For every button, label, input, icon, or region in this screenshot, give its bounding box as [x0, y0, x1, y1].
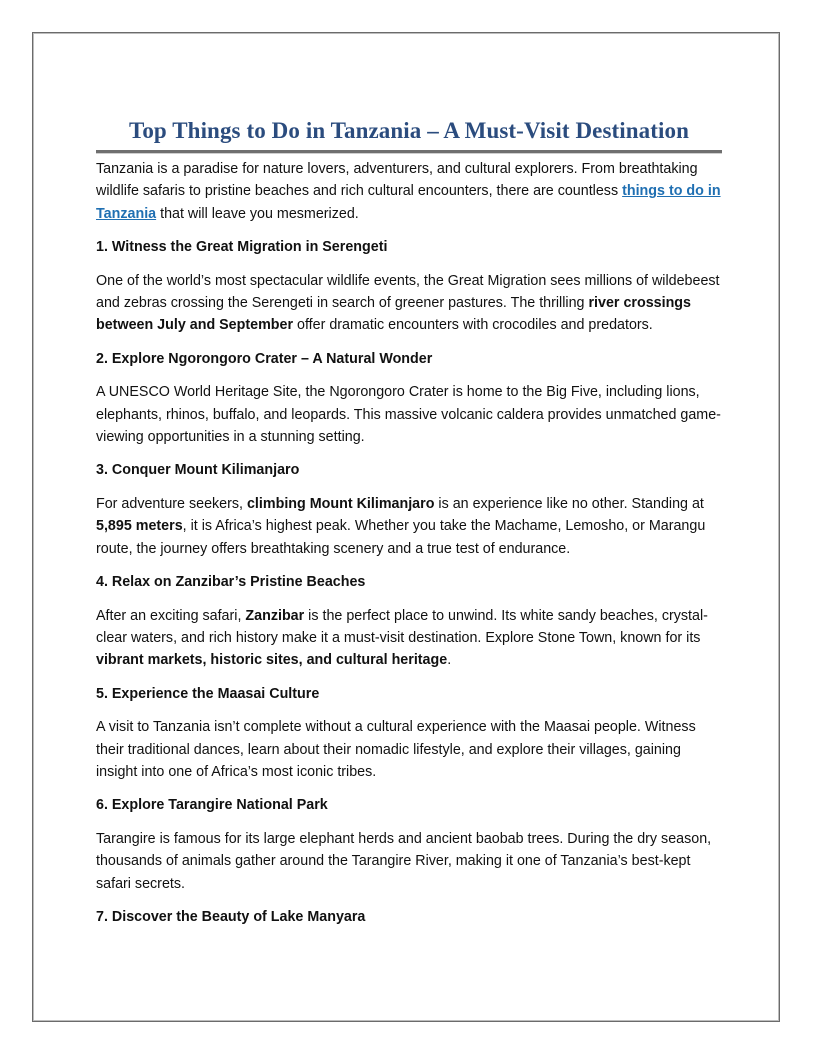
section-body-3 [96, 493, 722, 560]
section-1-text-end: offer dramatic encounters with crocodiles and predators. [293, 317, 653, 334]
document-content [96, 118, 722, 939]
section-4-bold-2: vibrant markets, historic sites, and cultural heritage [96, 652, 448, 669]
title-divider [96, 150, 722, 154]
section-4-text: After an exciting safari, [96, 607, 246, 624]
section-body-4 [96, 605, 722, 672]
section-heading-1: 1. Witness the Great Migration in Serengeti [96, 239, 388, 256]
section-1-bold: river crossings between July and September [96, 295, 691, 334]
section-4-text-mid: is the perfect place to unwind. Its white sandy beaches, crystal-clear waters, and rich history make it a must-visit destination. Explore Stone Town, known for its [96, 607, 708, 646]
section-heading-3: 3. Conquer Mount Kilimanjaro [96, 462, 300, 479]
section-3-text: For adventure seekers, [96, 495, 247, 512]
section-3-bold-1: climbing Mount Kilimanjaro [246, 495, 435, 512]
section-body-5 [96, 716, 722, 783]
section-1-text: One of the world’s most spectacular wildlife events, the Great Migration sees millions of wildebeest and zebras crossing the Serengeti in search of greener pastures. The thrilling [96, 272, 720, 312]
intro-paragraph [96, 158, 722, 225]
intro-text-start: Tanzania is a paradise for nature lovers, adventurers, and cultural explorers. From breathtaking wildlife safaris to pristine beaches and rich cultural encounters, there are countless [96, 161, 698, 200]
section-2-text: A UNESCO World Heritage Site, the Ngorongoro Crater is home to the Big Five, including lions, elephants, rhinos, buffalo, and leopards. This massive volcanic caldera provides unmatched game-viewing opportunities in a stunning setting. [96, 384, 721, 446]
section-heading-4: 4. Relax on Zanzibar’s Pristine Beaches [96, 574, 366, 591]
section-body-2 [96, 381, 722, 448]
section-heading-2: 2. Explore Ngorongoro Crater – A Natural Wonder [96, 350, 433, 367]
section-heading-6: 6. Explore Tarangire National Park [96, 797, 328, 814]
section-body-6 [96, 828, 722, 895]
section-4-bold-1: Zanzibar [245, 607, 305, 624]
section-4-text-end: . [447, 652, 452, 669]
section-5-text: A visit to Tanzania isn’t complete without a cultural experience with the Maasai people. Witness their traditional dances, learn about their nomadic lifestyle, and explore their villages, gaining insight into one of Africa’s most iconic tribes. [96, 719, 696, 780]
page-title: Top Things to Do in Tanzania – A Must-Visit Destination [128, 118, 689, 143]
section-3-text-end: , it is Africa’s highest peak. Whether you take the Machame, Lemosho, or Marangu route, the journey offers breathtaking scenery and a true test of endurance. [96, 518, 706, 557]
section-heading-7: 7. Discover the Beauty of Lake Manyara [96, 908, 366, 925]
things-to-do-link[interactable]: things to do in Tanzania [96, 183, 721, 222]
section-3-bold-2: 5,895 meters [96, 518, 183, 535]
section-body-1 [96, 270, 722, 337]
section-3-text-mid: is an experience like no other. Standing at [434, 495, 704, 512]
section-6-text: Tarangire is famous for its large elephant herds and ancient baobab trees. During the dry season, thousands of animals gather around the Tarangire River, making it one of Tanzania’s best-kept safari secrets. [96, 830, 712, 892]
section-heading-5: 5. Experience the Maasai Culture [96, 685, 320, 702]
intro-text-end: that will leave you mesmerized. [156, 205, 359, 222]
